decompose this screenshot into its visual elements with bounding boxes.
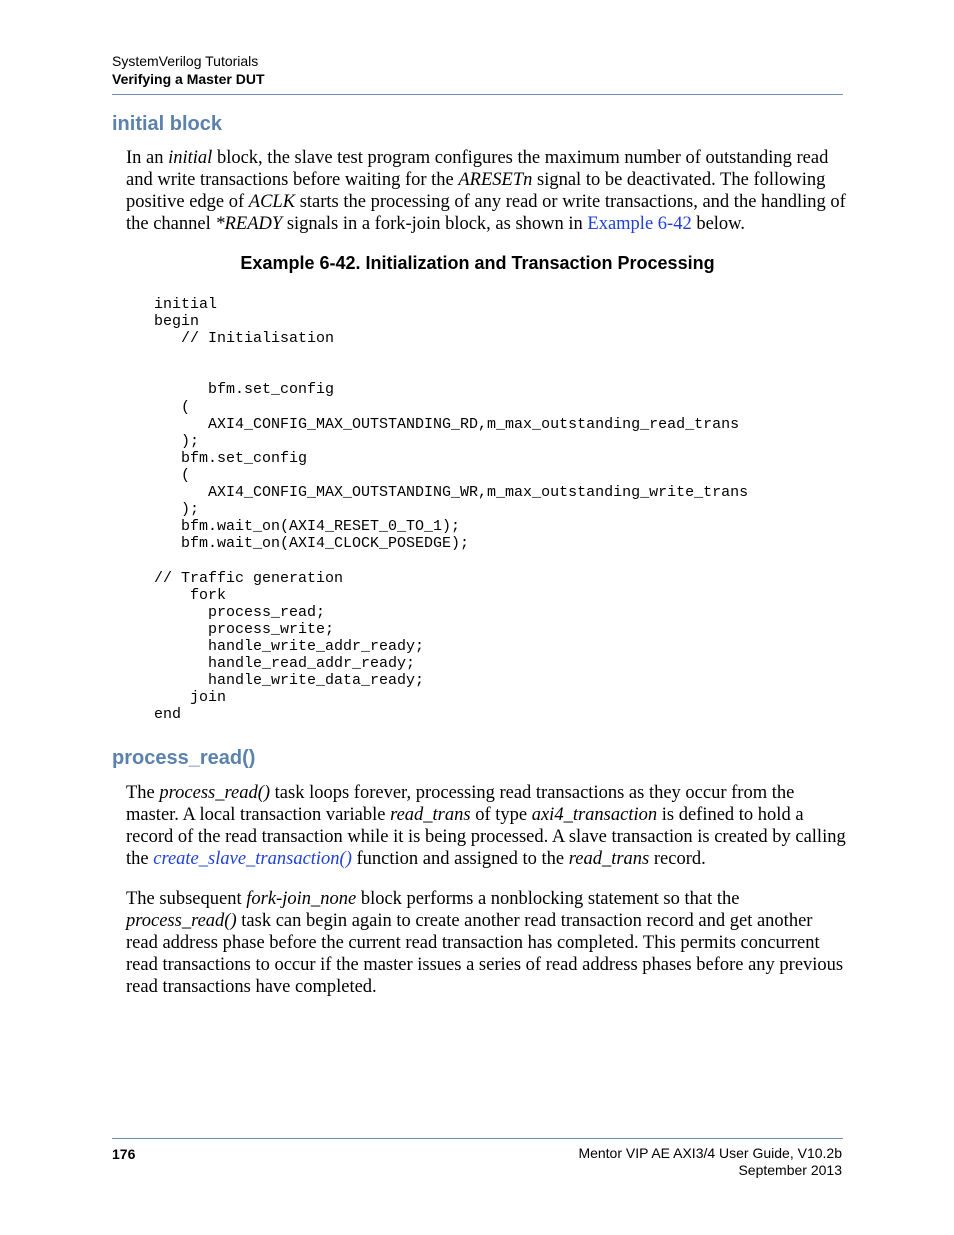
italic-term: read_trans xyxy=(568,849,650,869)
header-divider xyxy=(112,94,843,95)
code-line: fork xyxy=(154,586,227,604)
code-line: AXI4_CONFIG_MAX_OUTSTANDING_WR,m_max_outstanding_write_trans xyxy=(154,484,749,502)
code-line: ( xyxy=(154,466,191,484)
italic-term: ACLK xyxy=(248,192,296,212)
code-line: handle_write_addr_ready; xyxy=(154,637,425,655)
text-run: In an xyxy=(126,148,169,168)
example-caption: Example 6-42. Initialization and Transaction Processing xyxy=(240,253,715,273)
section-heading-process-read: process_read() xyxy=(112,747,256,769)
code-line: bfm.wait_on(AXI4_RESET_0_TO_1); xyxy=(154,518,461,536)
footer-guide-title: Mentor VIP AE AXI3/4 User Guide, V10.2b xyxy=(578,1145,842,1161)
process-read-paragraph-2 xyxy=(126,888,846,998)
text-run: below. xyxy=(691,214,745,234)
code-line: process_write; xyxy=(154,620,335,638)
text-run: task can begin again to create another read transaction record and get another read address phase before the current read transaction has completed. This permits concurrent read transactions to occur if the master issues a series of read address phases before any previous read transactions have completed. xyxy=(126,911,844,997)
header-section-title: Verifying a Master DUT xyxy=(112,71,265,87)
text-run: signals in a fork-join block, as shown in xyxy=(282,214,588,234)
initial-block-paragraph xyxy=(126,147,846,235)
code-line: handle_write_data_ready; xyxy=(154,672,425,690)
text-run: The subsequent xyxy=(126,889,247,909)
code-line xyxy=(154,364,748,381)
code-line: bfm.set_config xyxy=(154,449,308,467)
code-line: ); xyxy=(154,501,200,519)
text-run: task loops forever, processing read transactions as they occur from the master. A local transaction variable xyxy=(126,783,795,825)
italic-term: initial xyxy=(168,148,213,168)
code-line xyxy=(154,347,748,364)
process-read-paragraph-1 xyxy=(126,782,846,870)
text-run: is defined to hold a record of the read transaction while it is being processed. A slave transaction is created by calling the xyxy=(126,805,846,869)
text-run: starts the processing of any read or write transactions, and the handling of the channel xyxy=(126,192,846,234)
header-chapter-title: SystemVerilog Tutorials xyxy=(112,53,259,69)
code-line: AXI4_CONFIG_MAX_OUTSTANDING_RD,m_max_outstanding_read_trans xyxy=(154,415,740,433)
code-line: process_read; xyxy=(154,603,326,621)
text-run: block, the slave test program configures the maximum number of outstanding read and write transactions before waiting for the xyxy=(126,148,829,190)
footer-document-info xyxy=(578,1145,842,1179)
italic-term: read_trans xyxy=(390,805,471,825)
footer-date: September 2013 xyxy=(738,1162,842,1178)
italic-term: process_read() xyxy=(126,911,237,931)
italic-term: axi4_transaction xyxy=(531,805,658,825)
code-line xyxy=(154,552,748,569)
text-run: The xyxy=(126,783,160,803)
italic-term: *READY xyxy=(215,214,283,234)
code-line: end xyxy=(154,706,182,724)
code-line: join xyxy=(154,689,227,707)
running-header xyxy=(112,52,265,88)
code-line: ); xyxy=(154,432,200,450)
page-number: 176 xyxy=(112,1146,136,1162)
code-line: // Initialisation xyxy=(154,330,335,348)
code-line: bfm.set_config xyxy=(154,381,335,399)
code-line: handle_read_addr_ready; xyxy=(154,654,416,672)
create-slave-transaction-link[interactable]: create_slave_transaction() xyxy=(153,849,352,869)
text-run: function and assigned to the xyxy=(351,849,569,869)
code-line: ( xyxy=(154,398,191,416)
footer-divider xyxy=(112,1138,843,1139)
code-line: begin xyxy=(154,313,200,331)
text-run: block performs a nonblocking statement so that the xyxy=(356,889,740,909)
text-run: of type xyxy=(470,805,532,825)
code-line: // Traffic generation xyxy=(154,569,344,587)
code-example xyxy=(154,296,748,723)
code-line: initial xyxy=(154,296,218,313)
section-heading-initial-block: initial block xyxy=(112,113,223,135)
italic-term: process_read() xyxy=(159,783,271,803)
italic-term: fork-join_none xyxy=(246,889,357,909)
italic-term: ARESETn xyxy=(458,170,533,190)
text-run: record. xyxy=(649,849,706,869)
example-6-42-link[interactable]: Example 6-42 xyxy=(587,214,692,234)
text-run: signal to be deactivated. The following positive edge of xyxy=(126,170,826,212)
code-line: bfm.wait_on(AXI4_CLOCK_POSEDGE); xyxy=(154,535,470,553)
